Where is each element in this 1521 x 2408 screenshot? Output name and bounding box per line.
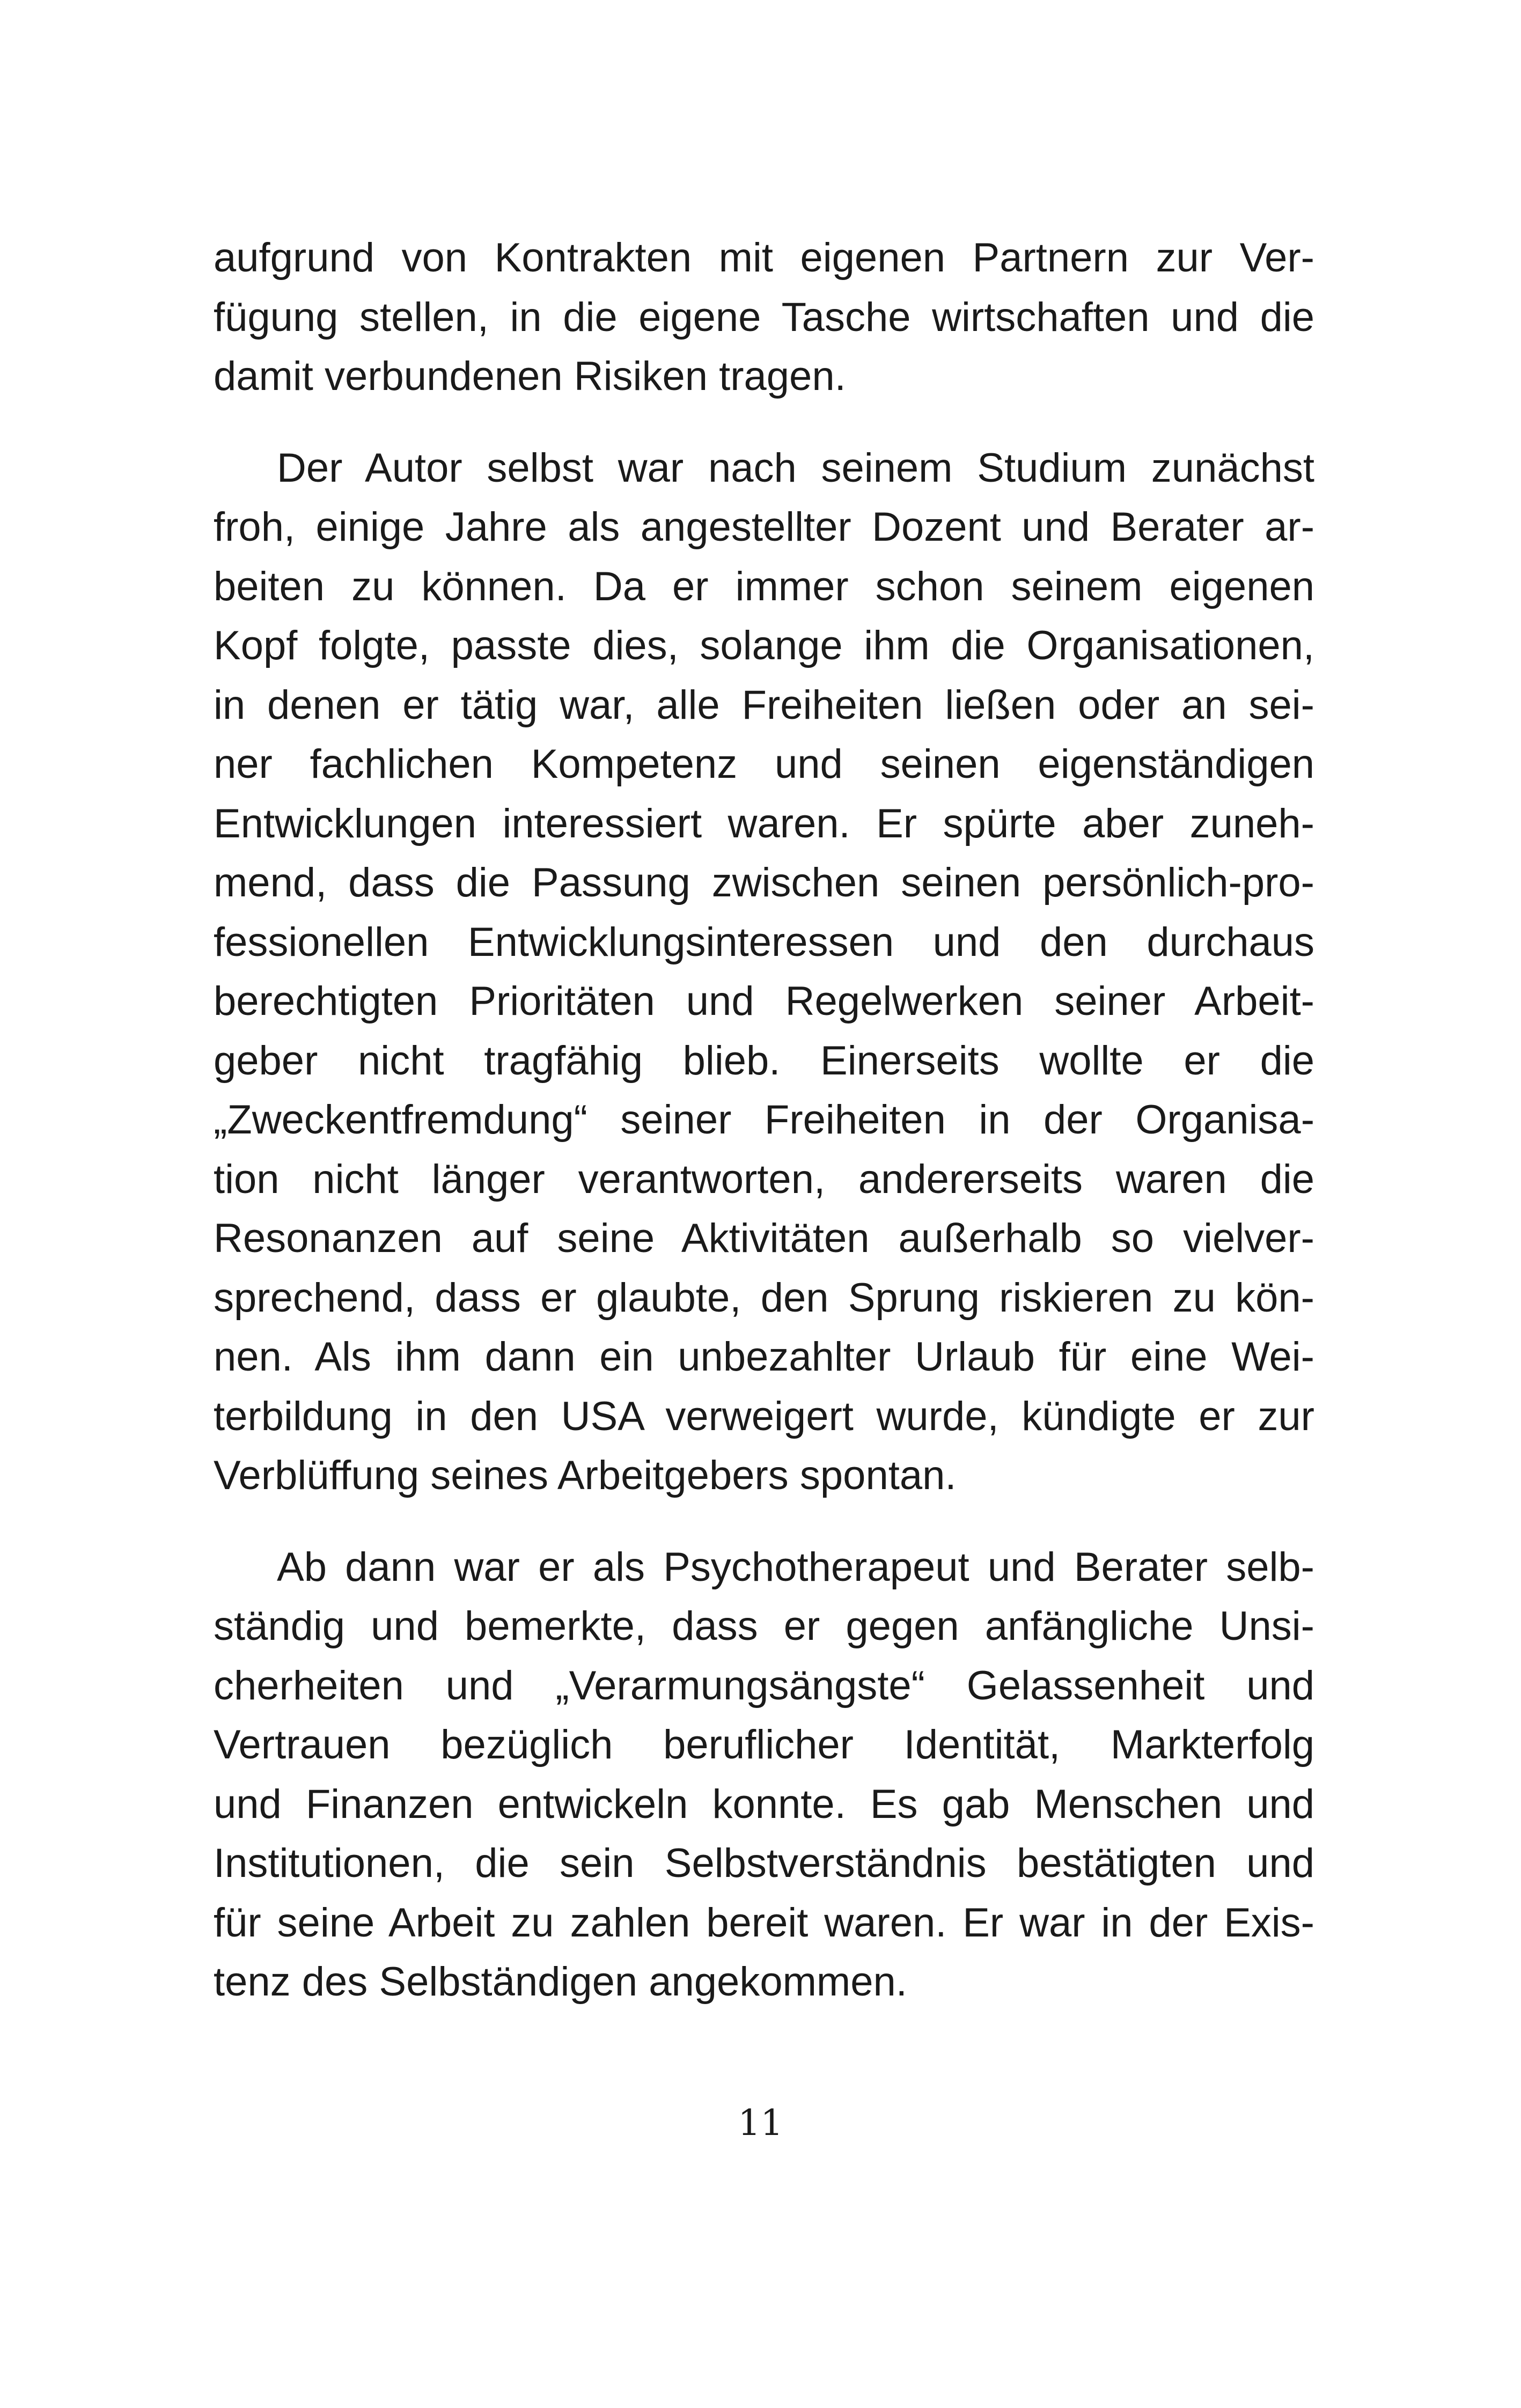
text-line: Verblüffung seines Arbeitgebers spontan. xyxy=(214,1453,957,1498)
text-line: tion nicht länger verantworten, andererseits waren die xyxy=(214,1156,1314,1202)
text-line: Vertrauen bezüglich beruflicher Identität, Markterfolg xyxy=(214,1722,1314,1768)
text-line: tenz des Selbständigen angekommen. xyxy=(214,1959,907,2005)
paragraph-3 xyxy=(214,1538,1314,2012)
text-line: nen. Als ihm dann ein unbezahlter Urlaub für eine Wei- xyxy=(214,1334,1314,1380)
text-line: berechtigten Prioritäten und Regelwerken seiner Arbeit- xyxy=(214,978,1314,1024)
text-line: für seine Arbeit zu zahlen bereit waren. Er war in der Exis- xyxy=(214,1899,1314,1946)
text-line: Institutionen, die sein Selbstverständnis bestätigten und xyxy=(214,1840,1314,1886)
text-line: ständig und bemerkte, dass er gegen anfängliche Unsi- xyxy=(214,1603,1314,1649)
text-line: Kopf folgte, passte dies, solange ihm die Organisationen, xyxy=(214,623,1314,668)
text-line: Der Autor selbst war nach seinem Studium zunächst xyxy=(277,445,1314,491)
text-line: terbildung in den USA verweigert wurde, kündigte er zur xyxy=(214,1393,1314,1439)
text-line: fügung stellen, in die eigene Tasche wirtschaften und die xyxy=(214,294,1314,340)
text-line: Resonanzen auf seine Aktivitäten außerhalb so vielver- xyxy=(214,1216,1314,1261)
text-line: froh, einige Jahre als angestellter Dozent und Berater ar- xyxy=(214,504,1314,550)
text-line: in denen er tätig war, alle Freiheiten ließen oder an sei- xyxy=(214,682,1314,728)
text-line: „Zweckentfremdung“ seiner Freiheiten in der Organisa- xyxy=(214,1097,1314,1143)
text-line: cherheiten und „Verarmungsängste“ Gelassenheit und xyxy=(214,1662,1314,1709)
text-line: geber nicht tragfähig blieb. Einerseits wollte er die xyxy=(214,1037,1314,1084)
paragraph-2 xyxy=(214,439,1314,1506)
text-line: aufgrund von Kontrakten mit eigenen Partnern zur Ver- xyxy=(214,235,1314,281)
text-line: mend, dass die Passung zwischen seinen persönlich-pro- xyxy=(214,860,1314,905)
text-line: ner fachlichen Kompetenz und seinen eigenständigen xyxy=(214,741,1314,787)
text-line: beiten zu können. Da er immer schon seinem eigenen xyxy=(214,563,1314,609)
text-line: Ab dann war er als Psychotherapeut und Berater selb- xyxy=(277,1544,1314,1590)
text-line: und Finanzen entwickeln konnte. Es gab Menschen und xyxy=(214,1781,1314,1827)
paragraph-1 xyxy=(214,229,1314,407)
text-line: fessionellen Entwicklungsinteressen und den durchaus xyxy=(214,919,1314,965)
text-line: sprechend, dass er glaubte, den Sprung riskieren zu kön- xyxy=(214,1275,1314,1321)
body-text xyxy=(214,229,1314,2012)
text-line: Entwicklungen interessiert waren. Er spürte aber zuneh- xyxy=(214,800,1314,846)
text-line: damit verbundenen Risiken tragen. xyxy=(214,354,846,399)
page-number: 11 xyxy=(738,2102,783,2144)
